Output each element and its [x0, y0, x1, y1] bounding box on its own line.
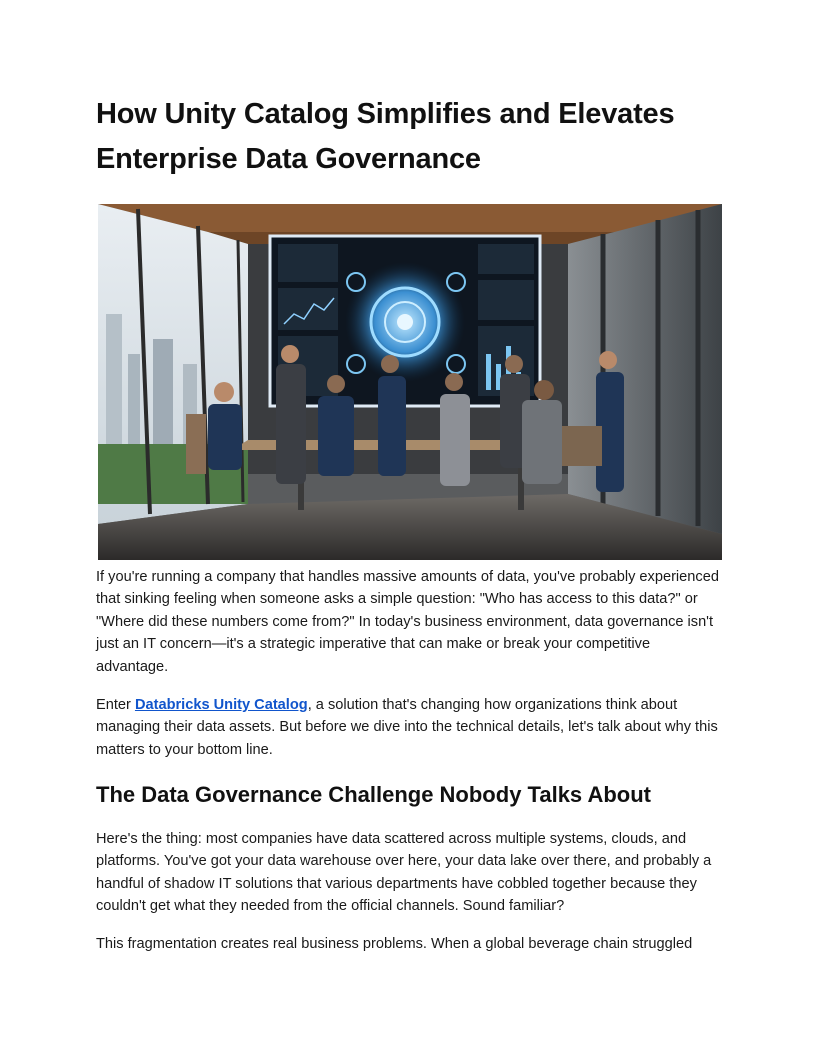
enter-prefix: Enter — [96, 697, 135, 713]
section-paragraph-1: Here's the thing: most companies have data scattered across multiple systems, clouds, and platforms. You've got your data warehouse over here, your data lake over there, and probably a handful of shadow IT solutions that various departments have cobbled together because they couldn't get what they needed from the official channels. Sound familiar? — [96, 831, 712, 915]
article-title: How Unity Catalog Simplifies and Elevates Enterprise Data Governance — [96, 98, 675, 175]
intro-paragraph: If you're running a company that handles massive amounts of data, you've probably experienced that sinking feeling when someone asks a simple question: "Who has access to this data?" or "Where did these numbers come from?" In today's business environment, data governance isn't just an IT concern—it's a strategic imperative that can make or break your competitive advantage. — [96, 569, 719, 675]
enter-suffix: , a solution that's changing how organizations think about managing their data assets. But before we dive into the technical details, let's talk about why this matters to your bottom line. — [96, 697, 718, 758]
hero-image — [98, 204, 722, 560]
unity-catalog-link[interactable]: Databricks Unity Catalog — [134, 697, 308, 713]
section-paragraph-2: This fragmentation creates real business problems. When a global beverage chain struggled — [96, 936, 693, 952]
enter-paragraph — [96, 694, 720, 761]
section-heading: The Data Governance Challenge Nobody Talks About — [96, 782, 651, 807]
